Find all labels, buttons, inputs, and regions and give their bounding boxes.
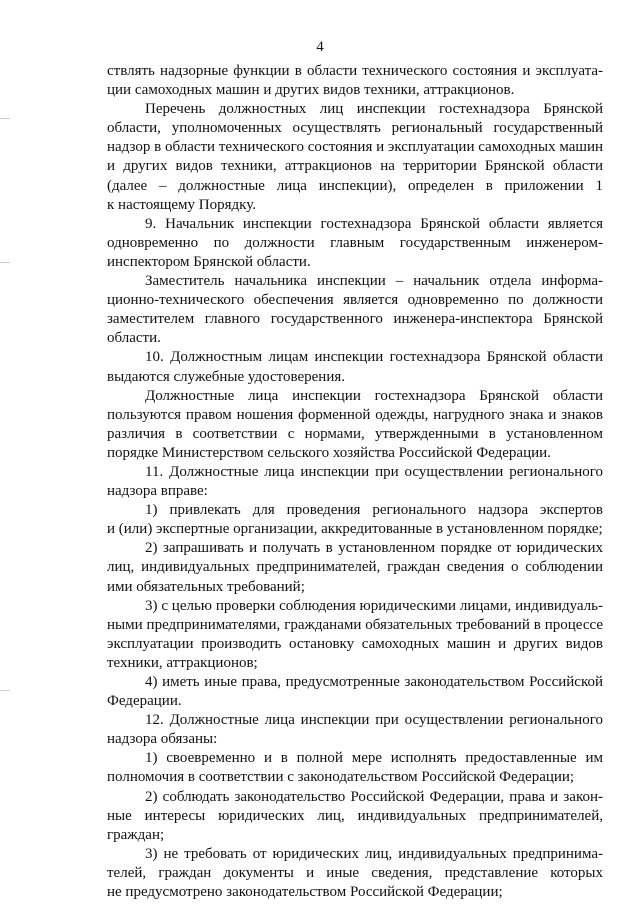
text-line: 4) иметь иные права, предусмотренные законодательством Российской bbox=[145, 674, 603, 690]
paragraph bbox=[107, 100, 603, 215]
text-line: пользуются правом ношения форменной одежды, нагрудного знака и знаков bbox=[107, 406, 603, 423]
text-line: надзора вправе: bbox=[107, 483, 208, 500]
document-body bbox=[107, 62, 603, 902]
paragraph bbox=[107, 215, 603, 272]
text-line: надзор в области технического состояния и эксплуатации самоходных машин bbox=[107, 139, 603, 156]
text-line: граждан; bbox=[107, 826, 165, 843]
text-line: ционно-технического обеспечения является одновременно по должности bbox=[107, 292, 603, 309]
paragraph bbox=[107, 711, 603, 749]
paragraph bbox=[107, 463, 603, 501]
text-line: порядке Министерством сельского хозяйства Российской Федерации. bbox=[107, 444, 551, 461]
paragraph bbox=[107, 673, 603, 711]
paragraph bbox=[107, 749, 603, 787]
text-line: Заместитель начальника инспекции – начальник отдела информа- bbox=[145, 273, 603, 290]
text-line: 12. Должностные лица инспекции при осуществлении регионального bbox=[145, 712, 603, 729]
text-line: одновременно по должности главным государственным инженером- bbox=[107, 234, 603, 251]
paragraph bbox=[107, 597, 603, 673]
paragraph bbox=[107, 348, 603, 386]
text-line: техники, аттракционов; bbox=[107, 654, 258, 671]
text-line: области, уполномоченных осуществлять региональный государственный bbox=[107, 120, 603, 137]
text-line: 2) запрашивать и получать в установленном порядке от юридических bbox=[145, 540, 603, 557]
paragraph bbox=[107, 272, 603, 348]
text-line: Перечень должностных лиц инспекции гостехнадзора Брянской bbox=[145, 101, 603, 118]
paragraph bbox=[107, 387, 603, 463]
scan-margin-mark bbox=[0, 118, 10, 119]
text-line: 1) привлекать для проведения регионального надзора экспертов bbox=[145, 502, 603, 519]
paragraph bbox=[107, 845, 603, 902]
text-line: Федерации. bbox=[107, 693, 182, 710]
text-line: лиц, индивидуальных предпринимателей, граждан сведения о соблюдении bbox=[107, 559, 603, 576]
text-line: ными предпринимателями, гражданами обязательных требований в процессе bbox=[107, 616, 603, 633]
text-line: ствлять надзорные функции в области технического состояния и эксплуата- bbox=[107, 63, 603, 79]
paragraph bbox=[107, 788, 603, 845]
text-line: полномочия в соответствии с законодательством Российской Федерации; bbox=[107, 769, 575, 786]
paragraph bbox=[107, 62, 603, 100]
scan-margin-mark bbox=[0, 690, 10, 691]
page-number: 4 bbox=[316, 39, 324, 55]
paragraph bbox=[107, 501, 603, 539]
text-line: надзора обязаны: bbox=[107, 731, 218, 748]
text-line: и (или) экспертные организации, аккредитованные в установленном порядке; bbox=[107, 521, 603, 538]
text-line: ими обязательных требований; bbox=[107, 578, 305, 595]
text-line: выдаются служебные удостоверения. bbox=[107, 368, 346, 385]
text-line: 9. Начальник инспекции гостехнадзора Брянской области является bbox=[145, 215, 603, 232]
text-line: заместителем главного государственного инженера-инспектора Брянской bbox=[107, 311, 603, 328]
text-line: эксплуатации производить остановку самоходных машин и других видов bbox=[107, 635, 603, 652]
text-line: (далее – должностные лица инспекции), определен в приложении 1 bbox=[107, 177, 603, 194]
text-line: ные интересы юридических лиц, индивидуальных предпринимателей, bbox=[107, 807, 603, 824]
text-line: области. bbox=[107, 330, 161, 347]
scan-margin-mark bbox=[0, 262, 10, 263]
paragraph bbox=[107, 539, 603, 596]
text-line: телей, граждан документы и иные сведения, представление которых bbox=[107, 864, 603, 881]
text-line: 3) с целью проверки соблюдения юридическими лицами, индивидуаль- bbox=[145, 597, 603, 614]
text-line: Должностные лица инспекции гостехнадзора Брянской области bbox=[145, 387, 603, 404]
text-line: 3) не требовать от юридических лиц, индивидуальных предпринима- bbox=[145, 845, 603, 862]
text-line: инспектором Брянской области. bbox=[107, 253, 311, 270]
text-line: не предусмотрено законодательством Российской Федерации; bbox=[107, 884, 503, 901]
text-line: 2) соблюдать законодательство Российской Федерации, права и закон- bbox=[145, 788, 603, 805]
text-line: 1) своевременно и в полной мере исполнять предоставленные им bbox=[145, 750, 603, 767]
text-line: 10. Должностным лицам инспекции гостехнадзора Брянской области bbox=[145, 349, 603, 366]
text-line: к настоящему Порядку. bbox=[107, 196, 256, 213]
text-line: и других видов техники, аттракционов на территории Брянской области bbox=[107, 158, 603, 175]
text-line: различия в соответствии с нормами, утвержденными в установленном bbox=[107, 425, 603, 442]
text-line: ции самоходных машин и других видов техники, аттракционов. bbox=[107, 82, 515, 99]
text-line: 11. Должностные лица инспекции при осуществлении регионального bbox=[145, 463, 603, 480]
